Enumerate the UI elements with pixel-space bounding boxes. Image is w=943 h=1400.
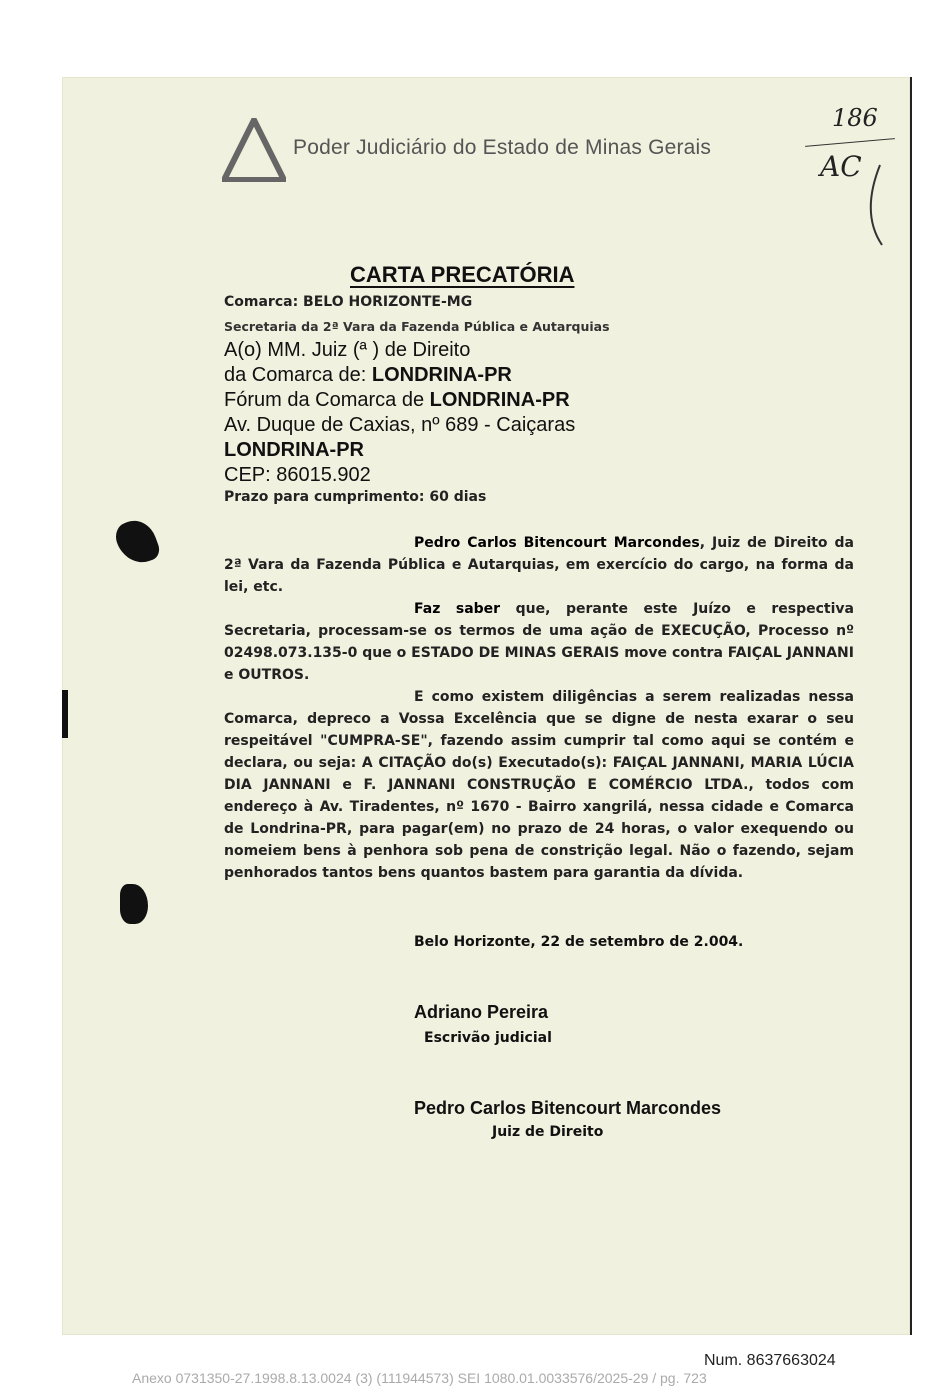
tjmg-logo-icon bbox=[222, 118, 286, 182]
addressee-line-6: CEP: 86015.902 bbox=[224, 464, 371, 486]
comarca-line: Comarca: BELO HORIZONTE-MG bbox=[224, 294, 473, 310]
document-body bbox=[224, 532, 854, 884]
date-line: Belo Horizonte, 22 de setembro de 2.004. bbox=[414, 934, 744, 950]
document-title: CARTA PRECATÓRIA bbox=[350, 262, 575, 287]
addressee-line-3: Fórum da Comarca de LONDRINA-PR bbox=[224, 389, 570, 411]
document-number: Num. 8637663024 bbox=[704, 1352, 836, 1369]
prazo-line: Prazo para cumprimento: 60 dias bbox=[224, 489, 487, 505]
addressee-line-5: LONDRINA-PR bbox=[224, 439, 364, 461]
annex-reference: Anexo 0731350-27.1998.8.13.0024 (3) (111944573) SEI 1080.01.0033576/2025-29 / pg. 723 bbox=[132, 1370, 707, 1386]
signer-2-role: Juiz de Direito bbox=[492, 1124, 604, 1140]
scan-edge-mark bbox=[62, 690, 68, 738]
secretaria-line: Secretaria da 2ª Vara da Fazenda Pública e Autarquias bbox=[224, 319, 610, 334]
handwritten-initials: AC bbox=[820, 150, 862, 183]
handwritten-page-number: 186 bbox=[832, 104, 878, 132]
signer-2-name: Pedro Carlos Bitencourt Marcondes bbox=[414, 1098, 722, 1118]
institution-name: Poder Judiciário do Estado de Minas Gerais bbox=[293, 136, 712, 159]
handwritten-stroke bbox=[860, 160, 900, 250]
signer-1-role: Escrivão judicial bbox=[424, 1030, 552, 1046]
paragraph-2: Faz saber que, perante este Juízo e respectiva Secretaria, processam-se os termos de uma ação de EXECUÇÃO, Processo nº 02498.073.135-0 que o ESTADO DE MINAS GERAIS move contra FAIÇAL JANNANI e OUTROS. bbox=[224, 601, 854, 683]
paragraph-3: E como existem diligências a serem realizadas nessa Comarca, depreco a Vossa Excelência que se digne de nesta exarar o seu respeitável "CUMPRA-SE", fazendo assim cumprir tal como aqui se contém e declara, ou seja: A CITAÇÃO do(s) Executado(s): FAIÇAL JANNANI, MARIA LÚCIA DIA JANNANI e F. JANNANI CONSTRUÇÃO E COMÉRCIO LTDA., todos com endereço à Av. Tiradentes, nº 1670 - Bairro xangrilá, nessa cidade e Comarca de Londrina-PR, para pagar(em) no prazo de 24 horas, o valor exequendo ou nomeiem bens à penhora sob pena de constrição legal. Não o fazendo, sejam penhorados tantos bens quantos bastem para garantia da dívida. bbox=[224, 689, 854, 881]
signer-1-name: Adriano Pereira bbox=[414, 1002, 549, 1022]
addressee-line-4: Av. Duque de Caxias, nº 689 - Caiçaras bbox=[224, 414, 576, 436]
addressee-line-1: A(o) MM. Juiz (ª ) de Direito bbox=[224, 339, 471, 361]
punch-hole-mark bbox=[120, 884, 148, 924]
paragraph-1: Pedro Carlos Bitencourt Marcondes, Juiz de Direito da 2ª Vara da Fazenda Pública e Autarquias, em exercício do cargo, na forma da lei, etc. bbox=[224, 535, 854, 595]
addressee-line-2: da Comarca de: LONDRINA-PR bbox=[224, 364, 512, 386]
